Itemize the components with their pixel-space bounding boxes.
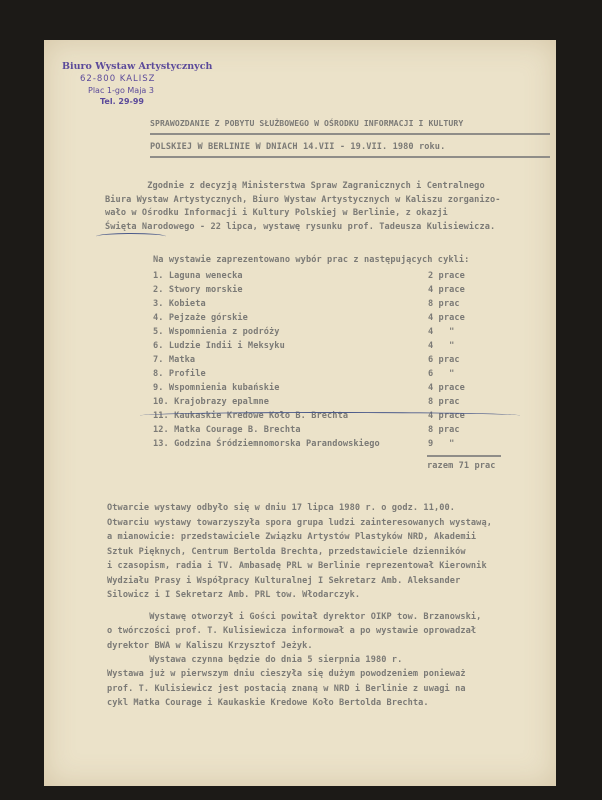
list-header: Na wystawie zaprezentowano wybór prac z następujących cykli: xyxy=(153,255,470,265)
stamp-line-2: 62-800 KALISZ xyxy=(80,74,156,84)
list-item-name: 11. Kaukaskie Kredowe Koło B. Brechta xyxy=(153,411,349,421)
list-item-count: 9 " xyxy=(428,439,455,449)
list-item-name: 10. Krajobrazy epalmne xyxy=(153,397,270,407)
list-item-count: 4 " xyxy=(428,341,455,351)
stamp-line-1: Biuro Wystaw Artystycznych xyxy=(62,61,213,72)
text-line: Otwarciu wystawy towarzyszyła spora grupa ludzi zainteresowanych wystawą, xyxy=(107,517,492,528)
list-item-name: 9. Wspomnienia kubańskie xyxy=(153,383,280,393)
title-line-1: SPRAWOZDANIE Z POBYTU SŁUŻBOWEGO W OŚRODKU INFORMACJI I KULTURY xyxy=(150,118,464,128)
title-underline-1 xyxy=(150,133,550,135)
list-item-name: 6. Ludzie Indii i Meksyku xyxy=(153,341,285,351)
stamp-line-4: Tel. 29-99 xyxy=(100,97,144,106)
list-item-name: 1. Laguna wenecka xyxy=(153,271,243,281)
list-item-count: 4 prace xyxy=(428,285,465,295)
text-line: prof. T. Kulisiewicz jest postacią znaną w NRD i Berlinie z uwagi na xyxy=(107,683,466,694)
text-line: o twórczości prof. T. Kulisiewicza informował a po wystawie oprowadzał xyxy=(107,626,477,637)
text-line: Zgodnie z decyzją Ministerstwa Spraw Zagranicznych i Centralnego xyxy=(105,181,485,191)
list-item-name: 7. Matka xyxy=(153,355,196,365)
text-line: Wydziału Prasy i Współpracy Kulturalnej I Sekretarz Amb. Aleksander xyxy=(107,575,461,586)
list-item-name: 4. Pejzaże górskie xyxy=(153,313,248,323)
list-item-count: 4 prace xyxy=(428,383,465,393)
text-line: Sztuk Pięknych, Centrum Bertolda Brechta, przedstawiciele dzienników xyxy=(107,546,466,557)
text-line: Wystawa czynna będzie do dnia 5 sierpnia 1980 r. xyxy=(107,654,403,665)
total-rule xyxy=(427,455,501,457)
list-item-count: 8 prac xyxy=(428,425,460,435)
list-item-name: 3. Kobieta xyxy=(153,299,206,309)
text-line: i czasopism, radia i TV. Ambasadę PRL w Berlinie reprezentował Kierownik xyxy=(107,561,487,571)
stamp-line-3: Plac 1-go Maja 3 xyxy=(88,86,154,95)
text-line: Silowicz i I Sekretarz Amb. PRL tow. Włodarczyk. xyxy=(107,590,361,600)
text-line: wało w Ośrodku Informacji i Kultury Polskiej w Berlinie, z okazji xyxy=(105,208,448,219)
list-item-name: 5. Wspomnienia z podróży xyxy=(153,327,280,337)
handwritten-line xyxy=(140,412,520,419)
text-line: Wystawę otworzył i Gości powitał dyrektor OIKP tow. Brzanowski, xyxy=(107,612,482,622)
list-item-name: 12. Matka Courage B. Brechta xyxy=(153,425,301,435)
list-item-name: 2. Stwory morskie xyxy=(153,285,243,295)
handwritten-underline xyxy=(96,233,166,240)
list-item-count: 4 prace xyxy=(428,313,465,323)
list-item-count: 8 prac xyxy=(428,397,460,407)
text-line: Otwarcie wystawy odbyło się w dniu 17 lipca 1980 r. o godz. 11,00. xyxy=(107,503,456,513)
text-line: Święta Narodowego - 22 lipca, wystawę rysunku prof. Tadeusza Kulisiewicza. xyxy=(105,221,496,232)
list-item-count: 6 prac xyxy=(428,355,460,365)
total: razem 71 prac xyxy=(427,461,496,471)
title-line-2: POLSKIEJ W BERLINIE W DNIACH 14.VII - 19.VII. 1980 roku. xyxy=(150,142,446,152)
list-item-count: 2 prace xyxy=(428,271,465,281)
text-line: a mianowicie: przedstawiciele Związku Artystów Plastyków NRD, Akademii xyxy=(107,532,477,542)
list-item-count: 8 prac xyxy=(428,299,460,309)
list-item-count: 6 " xyxy=(428,369,455,379)
text-line: dyrektor BWA w Kaliszu Krzysztof Jeżyk. xyxy=(107,640,313,651)
text-line: Wystawa już w pierwszym dniu cieszyła się dużym powodzeniem ponieważ xyxy=(107,669,466,680)
text-line: cykl Matka Courage i Kaukaskie Kredowe Koło Bertolda Brechta. xyxy=(107,697,429,708)
text-line: Biura Wystaw Artystycznych, Biuro Wystaw Artystycznych w Kaliszu zorganizo- xyxy=(105,194,501,205)
title-underline-2 xyxy=(150,156,550,158)
list-item-name: 13. Godzina Śródziemnomorska Parandowskiego xyxy=(153,439,380,449)
list-item-count: 4 " xyxy=(428,327,455,337)
list-item-count: 4 prace xyxy=(428,411,465,421)
list-item-name: 8. Profile xyxy=(153,369,206,379)
